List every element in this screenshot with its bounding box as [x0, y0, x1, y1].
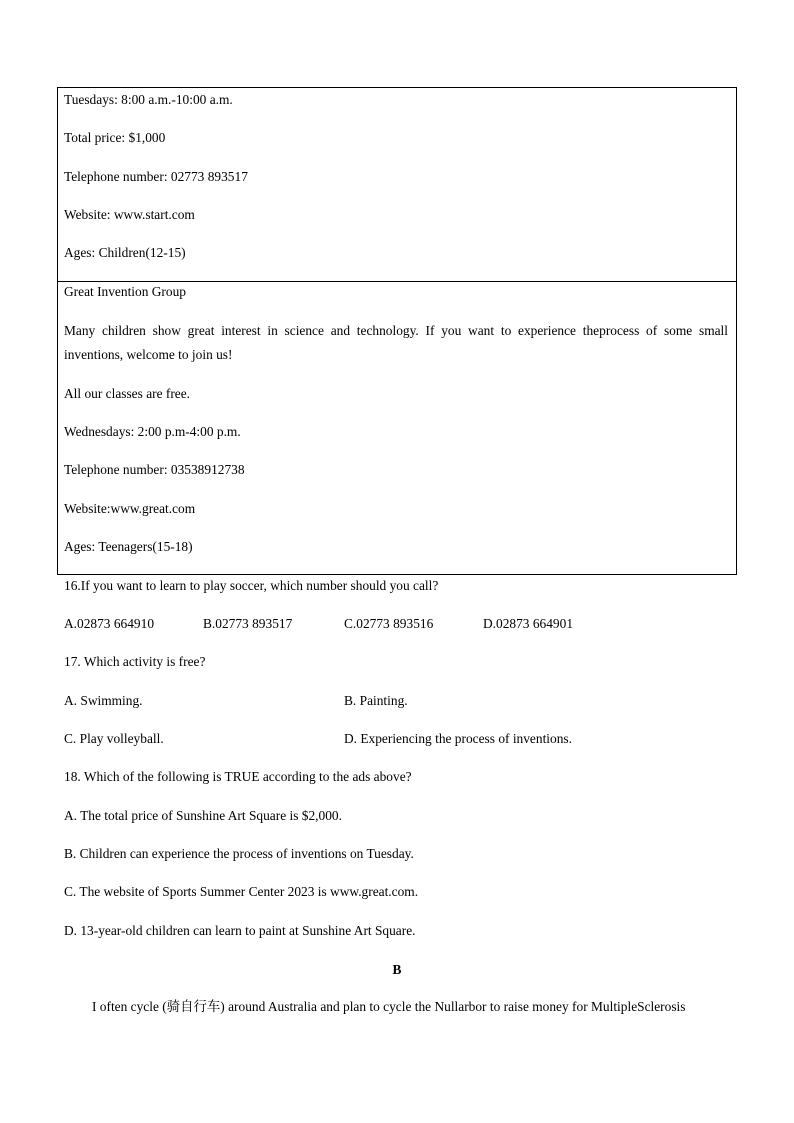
question-18-option-c: C. The website of Sports Summer Center 2023 is www.great.com.: [64, 884, 419, 899]
ad-top-phone: Telephone number: 02773 893517: [64, 169, 248, 184]
ad-top-price: Total price: $1,000: [64, 130, 166, 145]
ad-invention-free-note: All our classes are free.: [64, 386, 191, 401]
question-18-option-d: D. 13-year-old children can learn to paint at Sunshine Art Square.: [64, 923, 416, 938]
ad-invention-phone: Telephone number: 03538912738: [64, 462, 245, 477]
question-18-stem: 18. Which of the following is TRUE according to the ads above?: [64, 769, 412, 784]
section-b-first-line: I often cycle (骑自行车) around Australia and plan to cycle the Nullarbor to raise money for MultipleSclerosis: [92, 999, 686, 1014]
ad-invention-ages: Ages: Teenagers(15-18): [64, 539, 193, 554]
ad-top-website: Website: www.start.com: [64, 207, 195, 222]
ad-top-ages: Ages: Children(12-15): [64, 245, 186, 260]
question-18-option-b: B. Children can experience the process of inventions on Tuesday.: [64, 846, 414, 861]
ad-invention-title: Great Invention Group: [64, 284, 186, 299]
question-16-option-d: D.02873 664901: [483, 616, 574, 631]
question-17-stem: 17. Which activity is free?: [64, 654, 206, 669]
question-16-option-b: B.02773 893517: [203, 616, 293, 631]
question-16-option-c: C.02773 893516: [344, 616, 434, 631]
ad-invention-website: Website:www.great.com: [64, 501, 196, 516]
question-16-option-a: A.02873 664910: [64, 616, 155, 631]
question-16-stem: 16.If you want to learn to play soccer, which number should you call?: [64, 578, 439, 593]
question-17-option-b: B. Painting.: [344, 693, 408, 708]
question-17-option-c: C. Play volleyball.: [64, 731, 164, 746]
question-18-option-a: A. The total price of Sunshine Art Square is $2,000.: [64, 808, 342, 823]
question-17-option-d: D. Experiencing the process of inventions.: [344, 731, 572, 746]
question-17-option-a: A. Swimming.: [64, 693, 143, 708]
section-b-heading: B: [392, 962, 402, 977]
ad-top-time: Tuesdays: 8:00 a.m.-10:00 a.m.: [64, 92, 233, 107]
ad-invention-description: Many children show great interest in science and technology. If you want to experience theprocess of some small inventions, welcome to join us!: [64, 323, 728, 362]
ad-invention-time: Wednesdays: 2:00 p.m-4:00 p.m.: [64, 424, 241, 439]
